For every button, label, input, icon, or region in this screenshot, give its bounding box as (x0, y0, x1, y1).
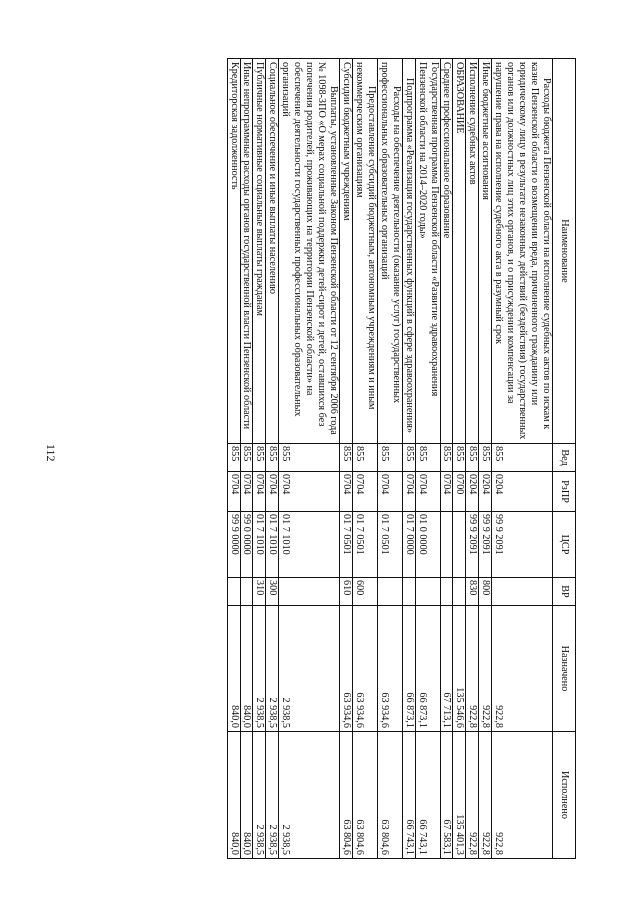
cell-executed: 135 401,3 (453, 732, 466, 859)
cell-ved: 855 (227, 444, 240, 472)
cell-csr: 99 9 2091 (466, 512, 479, 578)
cell-vr (415, 578, 440, 606)
table-row (353, 59, 378, 859)
table-row (492, 59, 553, 859)
cell-vr: 610 (340, 578, 353, 606)
cell-rzpr: 0700 (453, 472, 466, 512)
cell-vr (453, 578, 466, 606)
cell-executed: 63 804,6 (353, 732, 378, 859)
cell-rzpr: 0204 (479, 472, 492, 512)
cell-executed: 922,8 (479, 732, 492, 859)
cell-ved: 855 (253, 444, 266, 472)
cell-name: Выплаты, установленные Законом Пензенской области от 12 сентября 2006 года № 1098-ЗПО «О мерах социальной поддержки детей-сирот и детей, оставшихся без попечения родителей, проживающих на территории Пензенской области» на обеспечение деятельности государственных профессиональных образовательных организаций (279, 59, 340, 444)
cell-executed: 67 583,1 (440, 732, 453, 859)
table-row (479, 59, 492, 859)
cell-csr: 01 7 0501 (340, 512, 353, 578)
cell-name: Подпрограмма «Реализация государственных функций в сфере здравоохранения» (402, 59, 415, 444)
cell-ved: 855 (453, 444, 466, 472)
cell-ved: 855 (492, 444, 553, 472)
cell-vr: 600 (353, 578, 378, 606)
cell-csr: 99 9 2091 (492, 512, 553, 578)
table-row (415, 59, 440, 859)
cell-name: ОБРАЗОВАНИЕ (453, 59, 466, 444)
cell-name: Государственная программа Пензенской области «Развитие здравоохранения Пензенской области на 2014–2020 годы» (415, 59, 440, 444)
table-row (440, 59, 453, 859)
cell-ved: 855 (479, 444, 492, 472)
cell-assigned: 2 938,5 (253, 606, 266, 732)
cell-ved: 855 (466, 444, 479, 472)
cell-executed: 63 804,6 (377, 732, 402, 859)
cell-vr (240, 578, 253, 606)
table-row (266, 59, 279, 859)
table-body (227, 59, 552, 859)
cell-rzpr: 0704 (340, 472, 353, 512)
cell-ved: 855 (402, 444, 415, 472)
column-header-assigned: Назначено (553, 606, 576, 732)
cell-vr (377, 578, 402, 606)
cell-csr: 01 7 0501 (377, 512, 402, 578)
table-header-row (553, 59, 576, 859)
cell-csr: 99 9 0000 (227, 512, 240, 578)
table-row (279, 59, 340, 859)
column-header-executed: Исполнено (553, 732, 576, 859)
cell-csr (440, 512, 453, 578)
cell-ved: 855 (353, 444, 378, 472)
cell-rzpr: 0704 (402, 472, 415, 512)
cell-csr: 01 7 1010 (279, 512, 340, 578)
column-header-rzpr: РзПР (553, 472, 576, 512)
table-row (240, 59, 253, 859)
cell-csr: 01 7 0501 (353, 512, 378, 578)
cell-rzpr: 0204 (492, 472, 553, 512)
cell-rzpr: 0704 (415, 472, 440, 512)
cell-vr (492, 578, 553, 606)
cell-rzpr: 0204 (466, 472, 479, 512)
cell-assigned: 63 934,6 (377, 606, 402, 732)
column-header-name: Наименование (553, 59, 576, 444)
cell-executed: 2 938,5 (253, 732, 266, 859)
cell-executed: 840,0 (240, 732, 253, 859)
column-header-vr: ВР (553, 578, 576, 606)
cell-vr: 800 (479, 578, 492, 606)
cell-executed: 2 938,5 (279, 732, 340, 859)
cell-rzpr: 0704 (353, 472, 378, 512)
cell-ved: 855 (377, 444, 402, 472)
cell-executed: 922,8 (492, 732, 553, 859)
cell-vr: 310 (253, 578, 266, 606)
cell-name: Среднее профессиональное образование (440, 59, 453, 444)
budget-table (227, 58, 576, 859)
table-row (253, 59, 266, 859)
cell-rzpr: 0704 (253, 472, 266, 512)
cell-vr: 300 (266, 578, 279, 606)
cell-rzpr: 0704 (227, 472, 240, 512)
cell-assigned: 135 546,6 (453, 606, 466, 732)
cell-ved: 855 (415, 444, 440, 472)
cell-ved: 855 (340, 444, 353, 472)
cell-executed: 63 804,6 (340, 732, 353, 859)
cell-csr: 01 7 0000 (402, 512, 415, 578)
page-number: 112 (44, 444, 58, 462)
cell-assigned: 66 873,1 (415, 606, 440, 732)
cell-assigned: 840,0 (227, 606, 240, 732)
cell-rzpr: 0704 (440, 472, 453, 512)
budget-table-frame (86, 58, 576, 858)
table-row (402, 59, 415, 859)
cell-assigned: 63 934,6 (340, 606, 353, 732)
cell-name: Кредиторская задолженность (227, 59, 240, 444)
cell-rzpr: 0704 (279, 472, 340, 512)
cell-assigned: 2 938,5 (266, 606, 279, 732)
column-header-ved: Вед (553, 444, 576, 472)
cell-csr: 01 0 0000 (415, 512, 440, 578)
cell-ved: 855 (266, 444, 279, 472)
cell-name: Иные бюджетные ассигнования (479, 59, 492, 444)
cell-assigned: 922,8 (479, 606, 492, 732)
cell-name: Расходы бюджета Пензенской области на исполнение судебных актов по искам к казне Пензенской области о возмещении вреда, причиненного гражданину или юридическому лицу в результате незаконных действий (бездействия) государственных органов или должностных лиц этих органов, и о присуждении компенсации за нарушение права на исполнение судебного акта в разумный срок (492, 59, 553, 444)
cell-csr: 99 0 0000 (240, 512, 253, 578)
cell-assigned: 67 713,1 (440, 606, 453, 732)
cell-assigned: 66 873,1 (402, 606, 415, 732)
cell-assigned: 922,8 (466, 606, 479, 732)
table-row (340, 59, 353, 859)
cell-rzpr: 0704 (377, 472, 402, 512)
cell-assigned: 63 934,6 (353, 606, 378, 732)
cell-vr (440, 578, 453, 606)
cell-rzpr: 0704 (266, 472, 279, 512)
table-row (453, 59, 466, 859)
cell-ved: 855 (279, 444, 340, 472)
cell-name: Публичные нормативные социальные выплаты гражданам (253, 59, 266, 444)
cell-vr (402, 578, 415, 606)
cell-vr (279, 578, 340, 606)
table-row (377, 59, 402, 859)
cell-csr: 01 7 1010 (266, 512, 279, 578)
cell-vr (227, 578, 240, 606)
cell-assigned: 922,8 (492, 606, 553, 732)
cell-name: Предоставление субсидий бюджетным, автономным учреждениям и иным некоммерческим организациям (353, 59, 378, 444)
cell-csr: 01 7 1010 (253, 512, 266, 578)
cell-name: Иные непрограммные расходы органов государственной власти Пензенской области (240, 59, 253, 444)
cell-executed: 66 743,1 (402, 732, 415, 859)
cell-name: Расходы на обеспечение деятельности (оказание услуг) государственных профессиональных образовательных организаций (377, 59, 402, 444)
cell-executed: 840,0 (227, 732, 240, 859)
column-header-csr: ЦСР (553, 512, 576, 578)
cell-executed: 922,8 (466, 732, 479, 859)
cell-name: Субсидии бюджетным учреждениям (340, 59, 353, 444)
cell-csr (453, 512, 466, 578)
cell-name: Исполнение судебных актов (466, 59, 479, 444)
cell-assigned: 2 938,5 (279, 606, 340, 732)
cell-ved: 855 (440, 444, 453, 472)
cell-name: Социальное обеспечение и иные выплаты населению (266, 59, 279, 444)
cell-rzpr: 0704 (240, 472, 253, 512)
cell-executed: 2 938,5 (266, 732, 279, 859)
cell-csr: 99 9 2091 (479, 512, 492, 578)
table-row (227, 59, 240, 859)
table-row (466, 59, 479, 859)
cell-ved: 855 (240, 444, 253, 472)
cell-assigned: 840,0 (240, 606, 253, 732)
cell-executed: 66 743,1 (415, 732, 440, 859)
cell-vr: 830 (466, 578, 479, 606)
